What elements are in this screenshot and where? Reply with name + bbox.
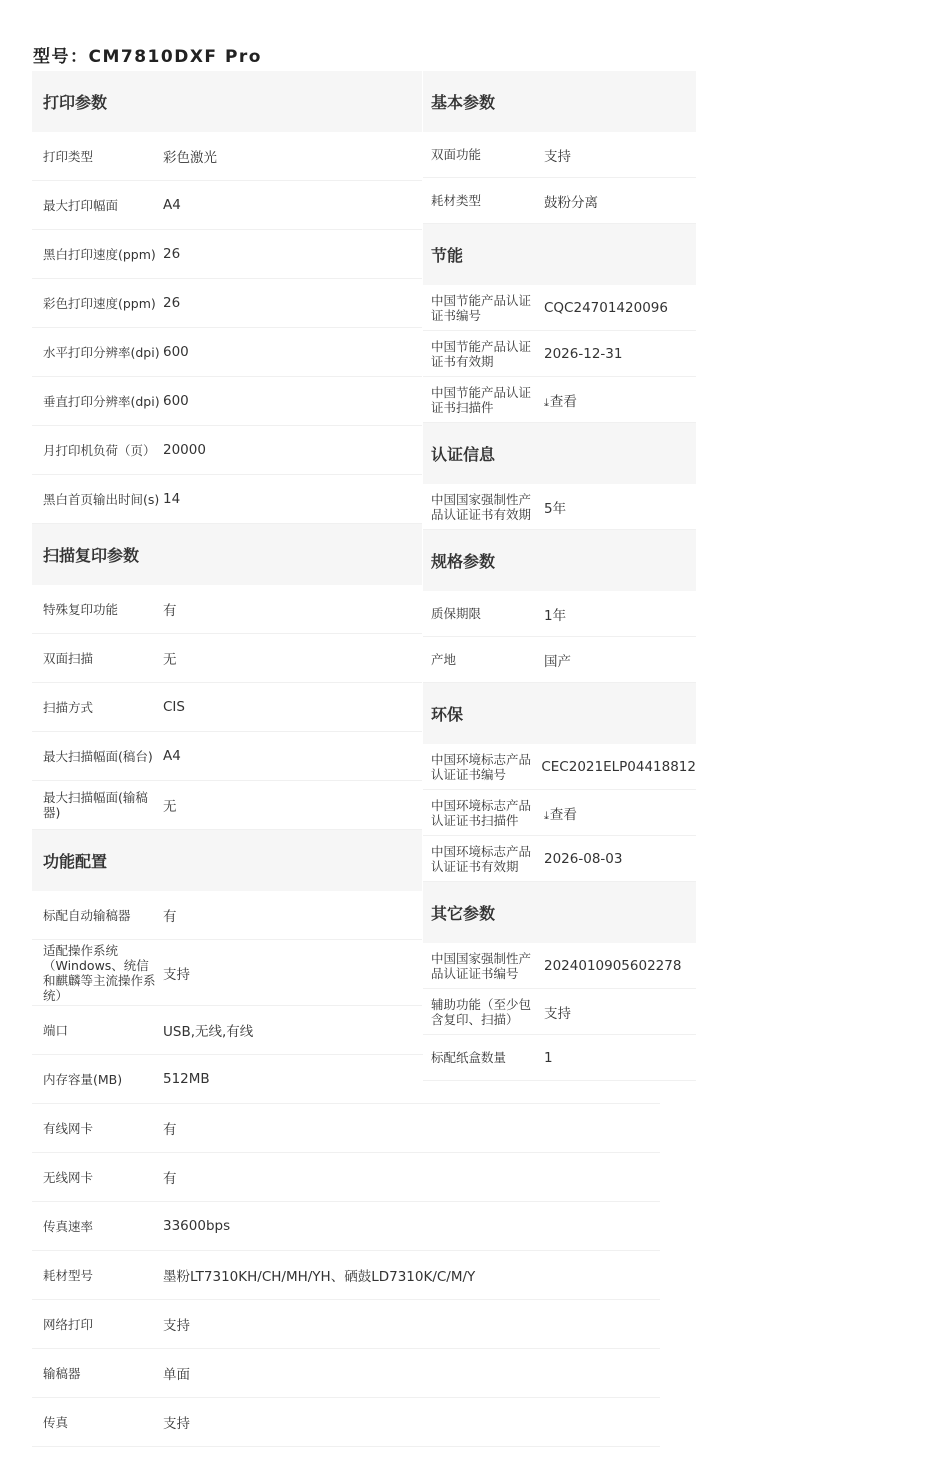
group-title-spec: 规格参数 [423,530,696,591]
spec-value: A4 [163,748,181,764]
spec-row [32,328,422,377]
spec-value: 20000 [163,442,206,458]
spec-key: 中国环境标志产品认证证书有效期 [431,843,532,874]
spec-value: 鼓粉分离 [544,194,598,211]
spec-row [32,1398,660,1447]
spec-key: 垂直打印分辨率(dpi) [43,393,160,409]
spec-value: 1年 [544,607,567,624]
group-title-scan: 扫描复印参数 [32,524,422,585]
spec-key: 中国节能产品认证证书有效期 [431,338,532,369]
spec-value: 无 [163,799,177,815]
spec-value: 512MB [163,1071,210,1087]
view-link-label: 查看 [549,393,577,410]
spec-row [32,891,422,940]
spec-value: 有 [163,603,177,619]
spec-row [423,836,696,882]
spec-key: 双面功能 [431,147,482,162]
spec-key: 扫描方式 [43,699,94,715]
group-title-other: 其它参数 [423,882,696,943]
spec-key: 中国节能产品认证证书扫描件 [431,384,532,415]
spec-value: 1 [544,1049,553,1066]
spec-key: 打印类型 [43,148,94,164]
spec-key: 中国环境标志产品认证证书编号 [431,751,532,782]
spec-value: CEC2021ELP04418812 [541,758,696,775]
spec-row [423,989,696,1035]
spec-key: 标配自动输稿器 [43,907,131,923]
spec-key: 双面扫描 [43,650,94,666]
spec-value: 支持 [544,1005,571,1022]
spec-key: 中国节能产品认证证书编号 [431,292,532,323]
spec-row [32,683,422,732]
spec-row [32,475,422,524]
spec-key: 耗材类型 [431,193,482,208]
group-title-energy: 节能 [423,224,696,285]
spec-key: 最大扫描幅面(稿台) [43,748,153,764]
spec-row [32,1300,660,1349]
download-icon: ⤓ [544,808,549,822]
spec-value: 支持 [544,148,571,165]
spec-value: 无 [163,652,177,668]
spec-key: 最大打印幅面 [43,197,119,213]
spec-row [32,181,422,230]
spec-row [423,484,696,530]
spec-key: 辅助功能（至少包含复印、扫描） [431,996,532,1027]
spec-row [423,1035,696,1081]
spec-row [32,1153,660,1202]
spec-row [32,1349,660,1398]
spec-key: 中国国家强制性产品认证证书有效期 [431,491,532,522]
spec-key: 彩色打印速度(ppm) [43,295,156,311]
spec-row [423,178,696,224]
spec-row [423,790,696,836]
spec-row [32,1202,660,1251]
spec-row [32,132,422,181]
spec-row [32,634,422,683]
spec-value: 26 [163,246,181,262]
group-title-env: 环保 [423,683,696,744]
spec-value: 有 [163,1122,177,1138]
spec-value: 有 [163,909,177,925]
spec-value: 600 [163,393,189,409]
model-title: 型号：CM7810DXF Pro [33,47,262,67]
spec-key: 质保期限 [431,606,482,621]
spec-value: 26 [163,295,181,311]
spec-row [32,426,422,475]
spec-key: 中国环境标志产品认证证书扫描件 [431,797,532,828]
spec-key: 适配操作系统（Windows、统信和麒麟等主流操作系统） [43,942,156,1003]
spec-key: 黑白首页输出时间(s) [43,491,160,507]
spec-key: 传真 [43,1414,69,1430]
spec-key: 特殊复印功能 [43,601,119,617]
spec-value: 2024010905602278 [544,957,682,974]
spec-value: 单面 [163,1367,190,1383]
spec-value: 墨粉LT7310KH/CH/MH/YH、硒鼓LD7310K/C/M/Y [163,1269,476,1285]
spec-value: 2026-08-03 [544,850,623,867]
spec-row [32,781,422,830]
spec-key: 传真速率 [43,1218,94,1234]
spec-row [32,1104,660,1153]
spec-value: 支持 [163,1416,190,1432]
spec-key: 标配纸盒数量 [431,1050,507,1065]
spec-row [32,230,422,279]
spec-key: 耗材型号 [43,1267,94,1283]
spec-row [423,943,696,989]
spec-key: 网络打印 [43,1316,94,1332]
spec-value: 33600bps [163,1218,231,1234]
spec-row [32,377,422,426]
spec-key: 有线网卡 [43,1120,94,1136]
view-scan-link[interactable] [544,390,577,410]
spec-key: 最大扫描幅面(输稿器) [43,790,148,820]
spec-value: 彩色激光 [163,150,217,166]
group-title-cert: 认证信息 [423,423,696,484]
spec-value: 5年 [544,500,567,517]
spec-value: 支持 [163,966,190,983]
spec-value: USB,无线,有线 [163,1024,254,1040]
spec-row [423,132,696,178]
spec-key: 水平打印分辨率(dpi) [43,344,160,360]
spec-key: 黑白打印速度(ppm) [43,246,156,262]
spec-value: 国产 [544,653,571,670]
spec-row [423,377,696,423]
view-scan-link[interactable] [544,803,577,823]
spec-key: 产地 [431,652,457,667]
spec-row [32,585,422,634]
spec-value: 2026-12-31 [544,345,623,362]
group-title-basic: 基本参数 [423,71,696,132]
spec-key: 无线网卡 [43,1169,94,1185]
spec-row [32,1251,660,1300]
spec-value: 有 [163,1171,177,1187]
view-link-label: 查看 [549,806,577,823]
spec-value: 600 [163,344,189,360]
group-title-print: 打印参数 [32,71,422,132]
spec-key: 输稿器 [43,1365,81,1381]
spec-row [423,591,696,637]
spec-row [32,732,422,781]
right-column [423,71,696,1081]
spec-row [423,331,696,377]
spec-value: 14 [163,491,181,507]
spec-key: 端口 [43,1022,69,1038]
spec-value: CIS [163,699,185,715]
spec-key: 内存容量(MB) [43,1071,123,1087]
spec-key: 月打印机负荷（页） [43,442,156,458]
group-title-func: 功能配置 [32,830,422,891]
download-icon: ⤓ [544,395,549,409]
spec-key: 中国国家强制性产品认证证书编号 [431,950,532,981]
spec-row [32,940,422,1006]
spec-row [423,637,696,683]
spec-value: A4 [163,197,181,213]
spec-row [32,279,422,328]
spec-value: CQC24701420096 [544,299,668,316]
spec-value: 支持 [163,1318,190,1334]
spec-row [423,285,696,331]
spec-row [423,744,696,790]
